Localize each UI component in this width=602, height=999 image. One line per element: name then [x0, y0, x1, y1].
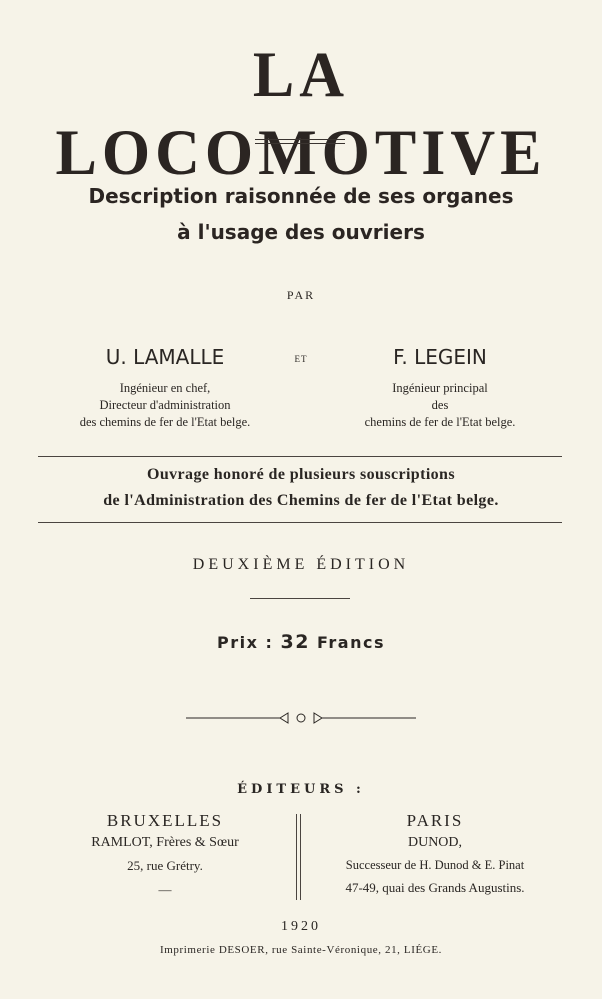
publication-year: 1920 — [281, 919, 321, 934]
publisher-address: 25, rue Grétry. — [127, 858, 203, 873]
by-label: PAR — [286, 288, 316, 302]
author-1-name: U. LAMALLE — [105, 345, 225, 369]
publisher-name: RAMLOT, Frères & Sœur — [91, 835, 239, 850]
publisher-paris — [300, 810, 570, 900]
subtitle-line-2: à l'usage des ouvriers — [177, 220, 425, 244]
publisher-name: DUNOD, — [407, 835, 463, 850]
editors-label: ÉDITEURS : — [237, 782, 365, 797]
publisher-successor: Successeur de H. Dunod & E. Pinat — [345, 858, 525, 872]
book-title: LA LOCOMOTIVE — [55, 39, 547, 189]
column-separator — [296, 814, 297, 900]
divider-top — [38, 456, 562, 457]
publisher-city: PARIS — [406, 811, 464, 830]
publisher-extra: — — [158, 882, 172, 897]
price-separator: : — [265, 633, 274, 652]
author-2-role-line: des — [431, 398, 449, 412]
author-1-role — [40, 380, 290, 431]
edition-rule — [250, 598, 350, 599]
divider-bottom — [38, 522, 562, 523]
ornament-flourish-icon — [186, 710, 416, 726]
author-1-role-line: Ingénieur en chef, — [119, 381, 211, 395]
author-1-role-line: Directeur d'administration — [99, 398, 231, 412]
subtitle-line-1: Description raisonnée de ses organes — [88, 184, 514, 208]
honor-line-1: Ouvrage honoré de plusieurs souscriptions — [147, 466, 455, 483]
honor-line-2: de l'Administration des Chemins de fer de l'Etat belge. — [103, 492, 499, 509]
publisher-address: 47-49, quai des Grands Augustins. — [345, 880, 525, 895]
price-label: Prix — [216, 633, 259, 652]
title-double-rule — [255, 139, 345, 144]
and-label: ET — [294, 354, 308, 364]
author-2-role-line: chemins de fer de l'Etat belge. — [364, 415, 516, 429]
author-2-role-line: Ingénieur principal — [392, 381, 488, 395]
edition-label: DEUXIÈME ÉDITION — [192, 556, 410, 573]
publisher-city: BRUXELLES — [106, 811, 224, 830]
author-1-role-line: des chemins de fer de l'Etat belge. — [79, 415, 251, 429]
price-amount: 32 — [280, 631, 310, 653]
price-currency: Francs — [317, 633, 385, 652]
printer-imprint: Imprimerie DESOER, rue Sainte-Véronique, 21, LIÉGE. — [159, 944, 442, 956]
publisher-brussels — [40, 810, 290, 902]
author-2-name: F. LEGEIN — [393, 345, 487, 369]
author-2-role — [330, 380, 550, 431]
price — [0, 631, 602, 653]
